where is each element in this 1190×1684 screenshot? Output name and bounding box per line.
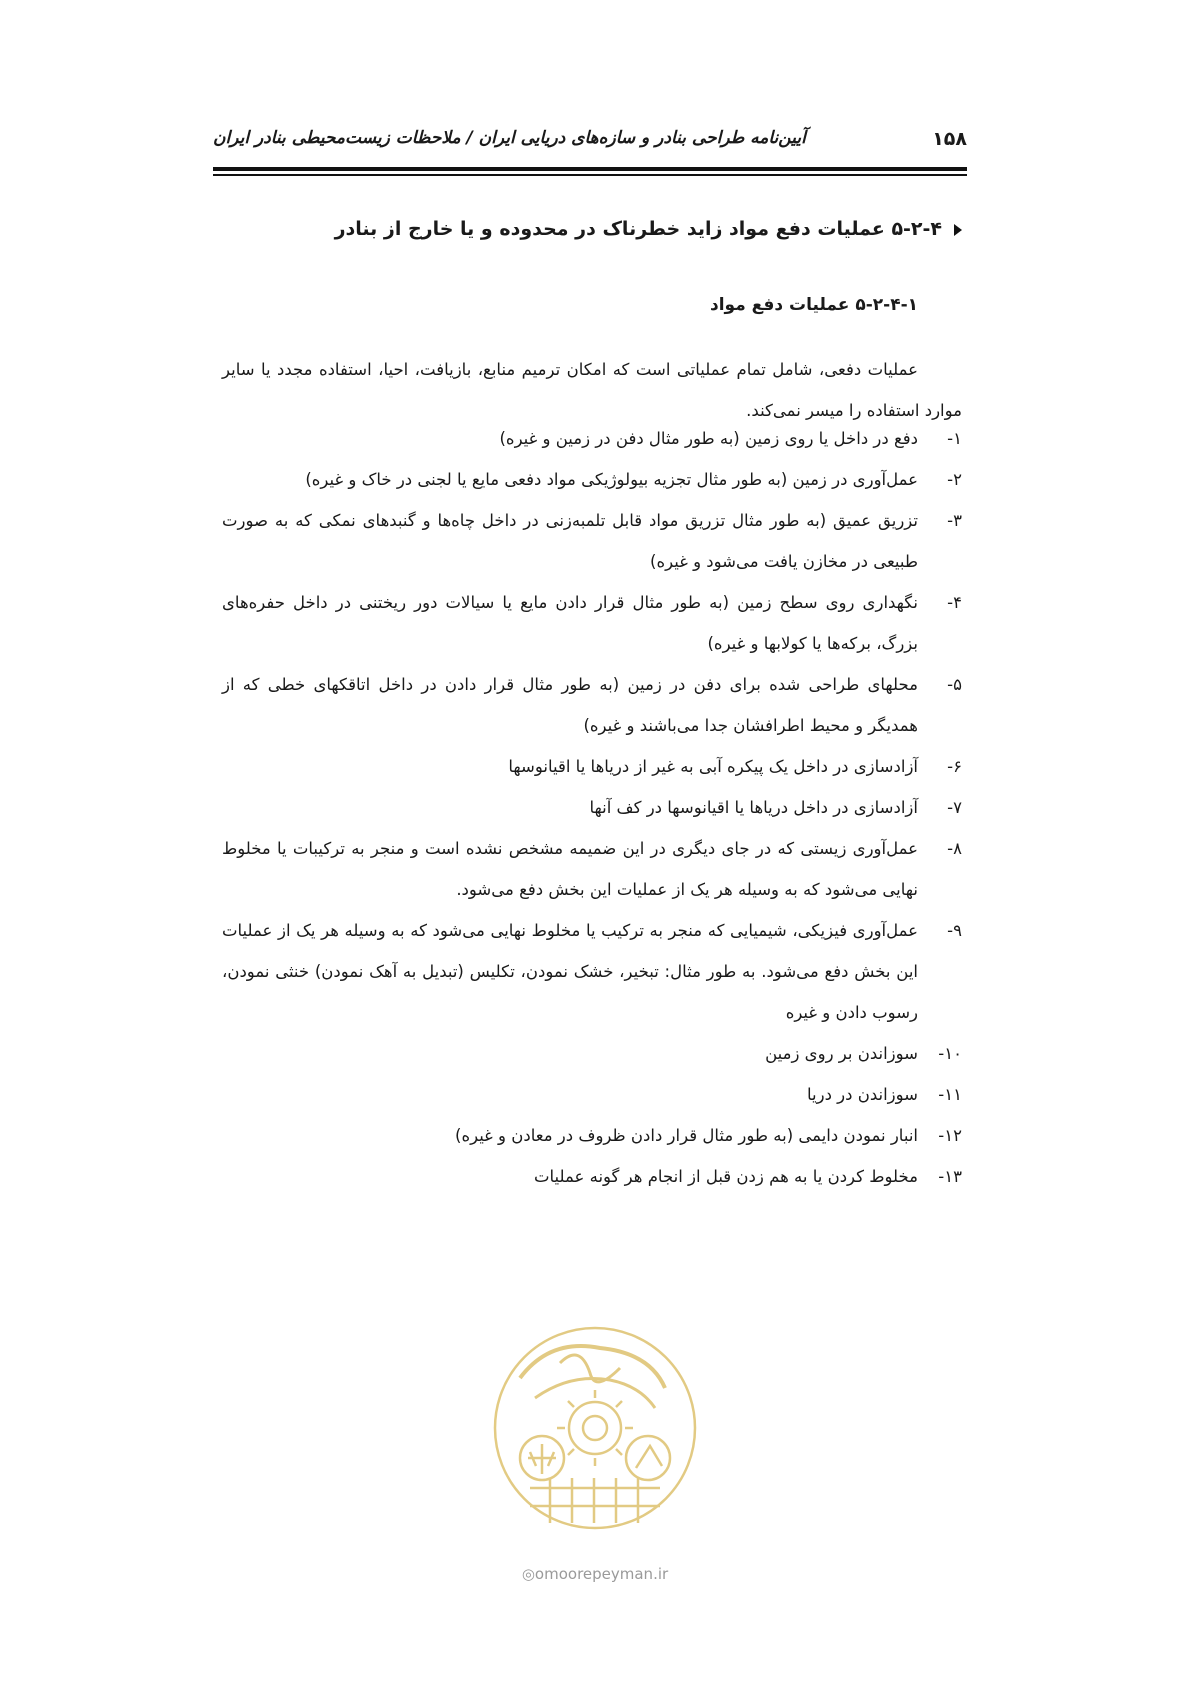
list-item-number: ۶- <box>947 757 962 776</box>
list-item-text: آزادسازی در داخل یک پیکره آبی به غیر از دریاها یا اقیانوسها <box>508 757 918 776</box>
page-number: ۱۵۸ <box>932 128 967 150</box>
list-item-number: ۵- <box>947 675 962 694</box>
list-item <box>222 459 962 500</box>
list-item-number: ۹- <box>947 921 962 940</box>
list-item-number: ۲- <box>947 470 962 489</box>
header-rule-thin <box>213 174 967 176</box>
intro-paragraph: عملیات دفعی، شامل تمام عملیاتی است که امکان ترمیم منابع، بازیافت، احیا، استفاده مجدد یا سایر موارد استفاده را میسر نمی‌کند. <box>222 359 962 420</box>
list-item-number: ۳- <box>947 511 962 530</box>
list-item-number: ۱۰- <box>938 1044 962 1063</box>
list-item-number: ۱۳- <box>938 1167 962 1186</box>
running-title: آیین‌نامه طراحی بنادر و سازه‌های دریایی ایران / ملاحظات زیست‌محیطی بنادر ایران <box>213 128 806 148</box>
list-item-text: انبار نمودن دایمی (به طور مثال قرار دادن ظروف در معادن و غیره) <box>455 1126 918 1145</box>
list-item <box>222 828 962 910</box>
list-item-number: ۱۲- <box>938 1126 962 1145</box>
triangle-bullet-icon <box>954 224 962 236</box>
page-header <box>213 128 967 158</box>
list-item <box>222 1074 962 1115</box>
list-item-text: نگهداری روی سطح زمین (به طور مثال قرار دادن مایع یا سیالات دور ریختنی در داخل حفره‌های بزرگ، برکه‌ها یا کولابها و غیره) <box>222 593 918 653</box>
header-rule-thick <box>213 167 967 171</box>
list-item-text: عمل‌آوری زیستی که در جای دیگری در این ضمیمه مشخص نشده است و منجر به ترکیبات یا مخلوط نهایی می‌شود که به وسیله هر یک از عملیات این بخش دفع می‌شود. <box>222 839 918 899</box>
watermark-url-text: omoorepeyman.ir <box>534 1565 669 1583</box>
list-item <box>222 500 962 582</box>
list-item-text: سوزاندن در دریا <box>806 1085 918 1104</box>
list-item-text: محلهای طراحی شده برای دفن در زمین (به طور مثال قرار دادن در داخل اتاقکهای خطی که از همدیگر و محیط اطرافشان جدا می‌باشند و غیره) <box>222 675 918 735</box>
list-item-text: عمل‌آوری فیزیکی، شیمیایی که منجر به ترکیب یا مخلوط نهایی می‌شود که به وسیله هر یک از عملیات این بخش دفع می‌شود. به طور مثال: تبخیر، خشک نمودن، تکلیس (تبدیل به آهک نمودن) خنثی نمودن، رسوب دادن و غیره <box>222 921 918 1022</box>
watermark-seal-icon <box>490 1318 700 1558</box>
list-item-text: تزریق عمیق (به طور مثال تزریق مواد قابل تلمبه‌زنی در داخل چاه‌ها و گنبدهای نمکی که به صورت طبیعی در مخازن یافت می‌شود و غیره) <box>222 511 918 571</box>
list-item <box>222 910 962 1033</box>
list-item-number: ۴- <box>947 593 962 612</box>
list-item-number: ۸- <box>947 839 962 858</box>
list-item-number: ۱- <box>947 429 962 448</box>
at-icon: ◎ <box>521 1565 535 1583</box>
list-item-text: مخلوط کردن یا به هم زدن قبل از انجام هر گونه عملیات <box>533 1167 918 1186</box>
disposal-operations-list <box>222 418 962 1197</box>
list-item-number: ۷- <box>947 798 962 817</box>
list-item <box>222 787 962 828</box>
list-item <box>222 1115 962 1156</box>
list-item <box>222 418 962 459</box>
list-item-text: آزادسازی در داخل دریاها یا اقیانوسها در کف آنها <box>589 798 918 817</box>
list-item-text: عمل‌آوری در زمین (به طور مثال تجزیه بیولوژیکی مواد دفعی مایع یا لجنی در خاک و غیره) <box>305 470 918 489</box>
section-heading-text: ۵-۲-۴ عملیات دفع مواد زاید خطرناک در محدوده و یا خارج از بنادر <box>334 218 942 240</box>
watermark-url <box>500 1565 690 1583</box>
list-item <box>222 582 962 664</box>
list-item <box>222 1033 962 1074</box>
section-heading <box>335 218 962 240</box>
list-item-text: سوزاندن بر روی زمین <box>765 1044 918 1063</box>
list-item <box>222 664 962 746</box>
list-item <box>222 1156 962 1197</box>
subsection-heading: ۵-۲-۴-۱ عملیات دفع مواد <box>710 295 918 315</box>
list-item-number: ۱۱- <box>938 1085 962 1104</box>
list-item-text: دفع در داخل یا روی زمین (به طور مثال دفن در زمین و غیره) <box>499 429 918 448</box>
list-item <box>222 746 962 787</box>
